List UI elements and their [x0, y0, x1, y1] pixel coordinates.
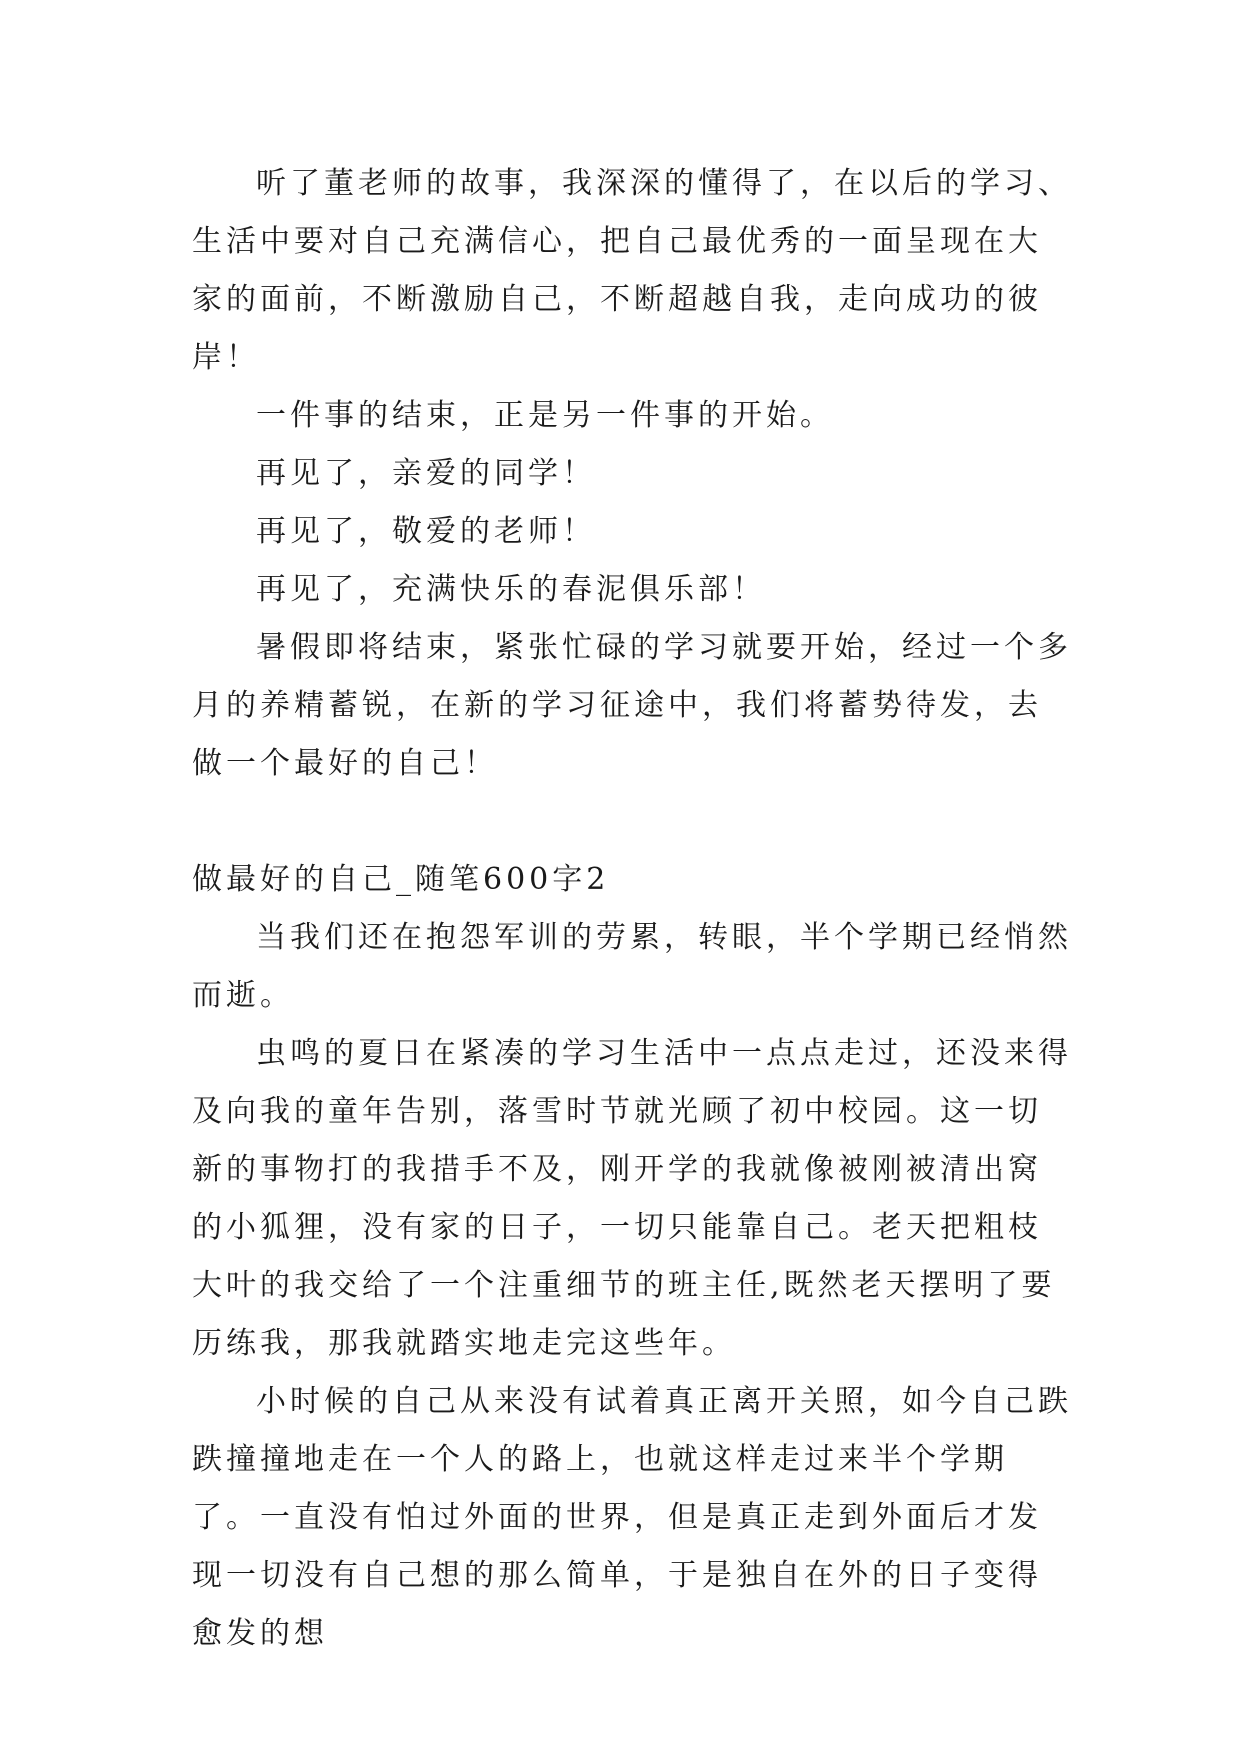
- paragraph: 听了董老师的故事，我深深的懂得了，在以后的学习、生活中要对自己充满信心，把自己最优秀的一面呈现在大家的面前，不断激励自己，不断超越自我，走向成功的彼岸！: [192, 166, 1072, 375]
- paragraph: 小时候的自己从来没有试着真正离开关照，如今自己跌跌撞撞地走在一个人的路上，也就这样走过来半个学期了。一直没有怕过外面的世界，但是真正走到外面后才发现一切没有自己想的那么简单，于是独自在外的日子变得愈发的想: [192, 1384, 1072, 1651]
- paragraph: 再见了，亲爱的同学！: [256, 456, 596, 491]
- document-body: [192, 155, 1072, 1663]
- paragraph: 一件事的结束，正是另一件事的开始。: [256, 398, 834, 433]
- paragraph: 暑假即将结束，紧张忙碌的学习就要开始，经过一个多月的养精蓄锐，在新的学习征途中，我们将蓄势待发，去做一个最好的自己！: [192, 630, 1072, 781]
- paragraph: 再见了，充满快乐的春泥俱乐部！: [256, 572, 766, 607]
- paragraph: 再见了，敬爱的老师！: [256, 514, 596, 549]
- section-spacer: [192, 793, 1072, 851]
- section-title: 做最好的自己_随笔600字2: [192, 862, 610, 897]
- paragraph: 当我们还在抱怨军训的劳累，转眼，半个学期已经悄然而逝。: [192, 920, 1072, 1013]
- paragraph: 虫鸣的夏日在紧凑的学习生活中一点点走过，还没来得及向我的童年告别，落雪时节就光顾了初中校园。这一切新的事物打的我措手不及，刚开学的我就像被刚被清出窝的小狐狸，没有家的日子，一切只能靠自己。老天把粗枝大叶的我交给了一个注重细节的班主任,既然老天摆明了要历练我，那我就踏实地走完这些年。: [192, 1036, 1072, 1361]
